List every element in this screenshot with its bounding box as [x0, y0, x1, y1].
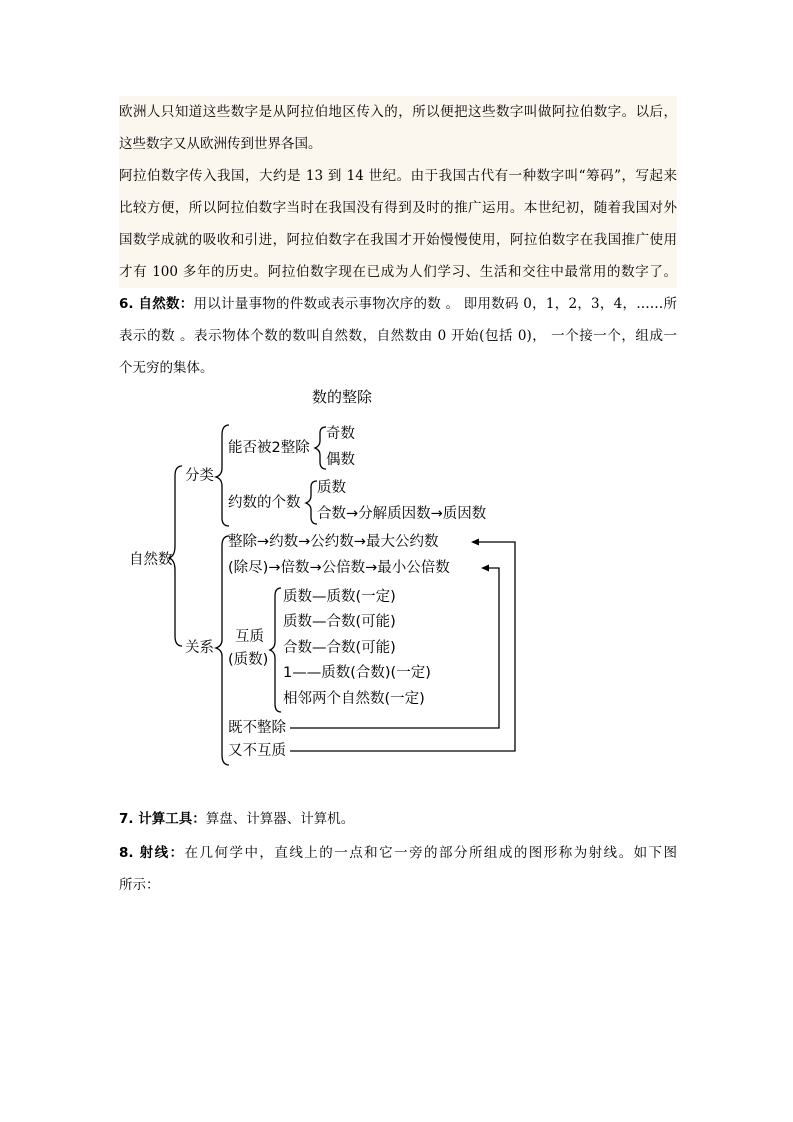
history-line: 这些数字又从欧洲传到世界各国。 — [119, 136, 322, 152]
coprime-item: 质数—合数(可能) — [283, 614, 396, 630]
node-composite-chain: 合数→分解质因数→质因数 — [317, 506, 487, 522]
node-even: 偶数 — [326, 452, 355, 468]
ray-definition — [119, 837, 677, 901]
definition-text: 用以计量事物的件数或表示事物次序的数 。 即用数码 0，1，2，3，4，……所 — [193, 296, 677, 312]
chain-multiples: (除尽)→倍数→公倍数→最小公倍数 — [228, 560, 450, 576]
node-neither-divisible: 既不整除 — [228, 720, 286, 736]
term-label: 8. 射线： — [119, 845, 185, 861]
coprime-item: 合数—合数(可能) — [283, 640, 396, 656]
history-line: 阿拉伯数字传入我国，大约是 13 到 14 世纪。由于我国古代有一种数字叫“筹码”，写起来 — [119, 168, 677, 184]
definition-line — [119, 837, 677, 869]
diagram-title: 数的整除 — [312, 388, 373, 406]
history-line: 国数学成就的吸收和引进，阿拉伯数字在我国才开始慢慢使用，阿拉伯数字在我国推广使用 — [119, 232, 677, 248]
calculation-tools — [119, 803, 677, 835]
term-label: 7. 计算工具： — [119, 811, 206, 827]
node-prime: 质数 — [317, 480, 346, 496]
definition-line — [119, 803, 677, 835]
node-odd: 奇数 — [326, 426, 355, 442]
node-divisible-by-2: 能否被2整除 — [228, 440, 310, 456]
node-classification: 分类 — [185, 468, 214, 484]
node-divisor-count: 约数的个数 — [228, 495, 301, 511]
coprime-item: 1——质数(合数)(一定) — [283, 665, 431, 681]
chain-divisibility: 整除→约数→公约数→最大公约数 — [228, 534, 439, 550]
node-coprime-note: (质数) — [228, 652, 269, 668]
node-natural-number: 自然数 — [129, 552, 173, 568]
definition-line: 所示： — [119, 877, 160, 893]
history-line: 比较方便，所以阿拉伯数字当时在我国没有得到及时的推广运用。本世纪初，随着我国对外 — [119, 200, 677, 216]
node-relation: 关系 — [185, 640, 214, 656]
history-line: 才有 100 多年的历史。阿拉伯数字现在已成为人们学习、生活和交往中最常用的数字了。 — [119, 264, 677, 280]
definition-text: 算盘、计算器、计算机。 — [205, 811, 355, 827]
term-label: 6. 自然数： — [119, 296, 194, 312]
definition-text: 在几何学中，直线上的一点和它一旁的部分所组成的图形称为射线。如下图 — [184, 845, 677, 861]
history-line: 欧洲人只知道这些数字是从阿拉伯地区传入的，所以便把这些数字叫做阿拉伯数字。以后， — [119, 104, 677, 120]
definition-line: 个无穷的集体。 — [119, 360, 214, 376]
coprime-item: 质数—质数(一定) — [283, 589, 396, 605]
definition-line: 表示的数 。表示物体个数的数叫自然数，自然数由 0 开始(包括 0)， 一个接一个，组成一 — [119, 328, 677, 344]
coprime-item: 相邻两个自然数(一定) — [283, 691, 425, 707]
node-coprime: 互质 — [235, 629, 264, 645]
node-nor-coprime: 又不互质 — [228, 743, 286, 759]
